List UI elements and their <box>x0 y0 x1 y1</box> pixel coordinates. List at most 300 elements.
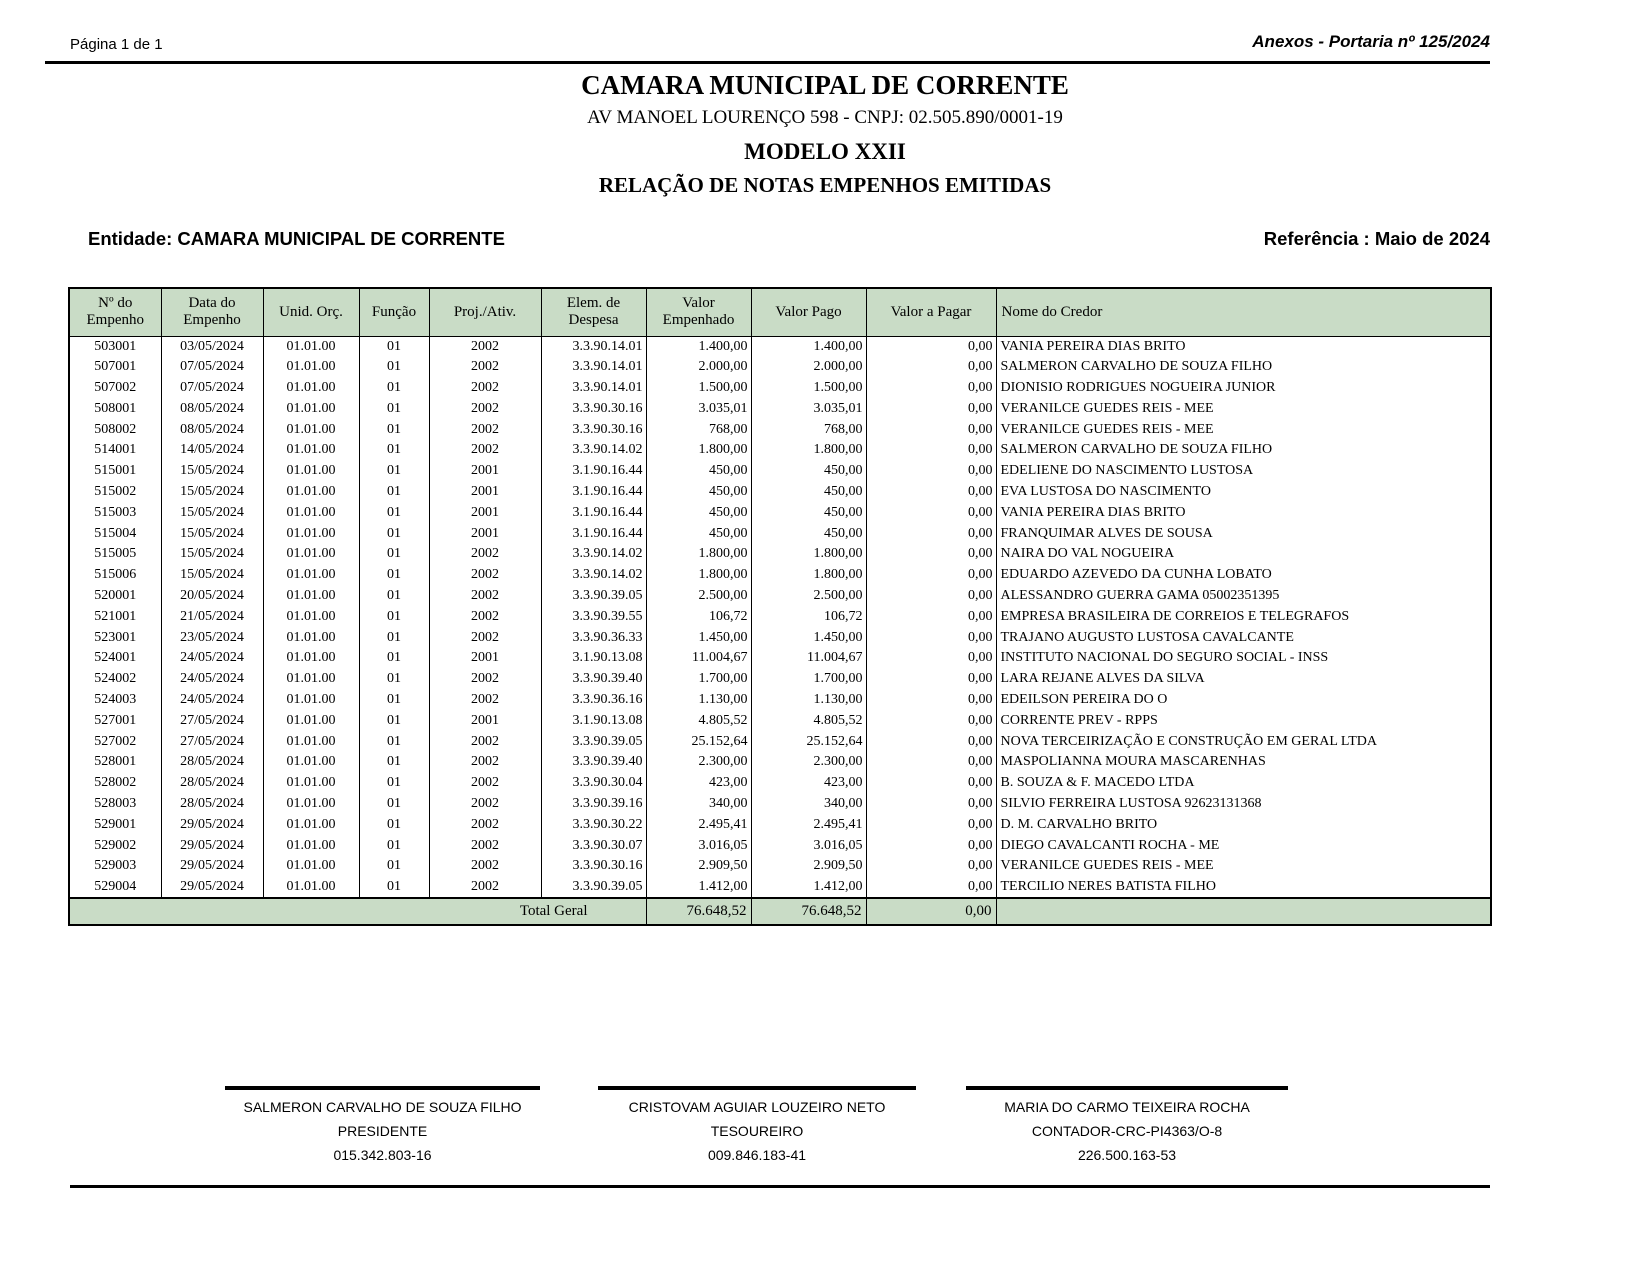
cell: TERCILIO NERES BATISTA FILHO <box>996 877 1491 898</box>
cell: 2002 <box>429 835 541 856</box>
cell: 507001 <box>69 357 161 378</box>
cell: 28/05/2024 <box>161 773 263 794</box>
cell: 01.01.00 <box>263 586 359 607</box>
cell: 3.3.90.30.22 <box>541 814 646 835</box>
cell: 3.1.90.13.08 <box>541 648 646 669</box>
cell: ALESSANDRO GUERRA GAMA 05002351395 <box>996 586 1491 607</box>
cell: 2002 <box>429 794 541 815</box>
cell: 450,00 <box>751 502 866 523</box>
cell: D. M. CARVALHO BRITO <box>996 814 1491 835</box>
cell: VERANILCE GUEDES REIS - MEE <box>996 419 1491 440</box>
cell: 01 <box>359 419 429 440</box>
cell: 01 <box>359 502 429 523</box>
cell: 2002 <box>429 669 541 690</box>
cell: 01 <box>359 710 429 731</box>
cell: 524001 <box>69 648 161 669</box>
cell: 01.01.00 <box>263 877 359 898</box>
table-row <box>69 502 1491 523</box>
cell: TRAJANO AUGUSTO LUSTOSA CAVALCANTE <box>996 627 1491 648</box>
cell: 0,00 <box>866 523 996 544</box>
cell: 01 <box>359 336 429 357</box>
cell: 529004 <box>69 877 161 898</box>
cell: 0,00 <box>866 627 996 648</box>
cell: 1.500,00 <box>646 378 751 399</box>
cell: 0,00 <box>866 856 996 877</box>
cell: DIONISIO RODRIGUES NOGUEIRA JUNIOR <box>996 378 1491 399</box>
cell: 0,00 <box>866 669 996 690</box>
cell: 2002 <box>429 814 541 835</box>
cell: 3.016,05 <box>646 835 751 856</box>
cell: 106,72 <box>751 606 866 627</box>
cell: 21/05/2024 <box>161 606 263 627</box>
cell: EMPRESA BRASILEIRA DE CORREIOS E TELEGRAFOS <box>996 606 1491 627</box>
cell: 3.3.90.39.05 <box>541 731 646 752</box>
cell: 01 <box>359 794 429 815</box>
cell: 523001 <box>69 627 161 648</box>
cell: B. SOUZA & F. MACEDO LTDA <box>996 773 1491 794</box>
cell: 01.01.00 <box>263 835 359 856</box>
table-row <box>69 710 1491 731</box>
signer-name: SALMERON CARVALHO DE SOUZA FILHO <box>243 1099 522 1115</box>
cell: 27/05/2024 <box>161 710 263 731</box>
cell: 28/05/2024 <box>161 752 263 773</box>
reference-period: Referência : Maio de 2024 <box>1263 228 1490 249</box>
cell: 3.3.90.39.16 <box>541 794 646 815</box>
cell: INSTITUTO NACIONAL DO SEGURO SOCIAL - INSS <box>996 648 1491 669</box>
cell: 2.500,00 <box>751 586 866 607</box>
cell: 2001 <box>429 648 541 669</box>
cell: 01 <box>359 752 429 773</box>
cell: 0,00 <box>866 710 996 731</box>
cell: 450,00 <box>751 482 866 503</box>
cell: DIEGO CAVALCANTI ROCHA - ME <box>996 835 1491 856</box>
cell: 15/05/2024 <box>161 461 263 482</box>
cell: 29/05/2024 <box>161 856 263 877</box>
cell: 423,00 <box>751 773 866 794</box>
signer-name: MARIA DO CARMO TEIXEIRA ROCHA <box>1004 1099 1250 1115</box>
cell: 01.01.00 <box>263 398 359 419</box>
cell: 2.495,41 <box>751 814 866 835</box>
cell: 1.450,00 <box>751 627 866 648</box>
cell: SALMERON CARVALHO DE SOUZA FILHO <box>996 440 1491 461</box>
cell: 01 <box>359 690 429 711</box>
cell: 2002 <box>429 627 541 648</box>
table-row <box>69 877 1491 898</box>
cell: 0,00 <box>866 482 996 503</box>
cell: 01.01.00 <box>263 419 359 440</box>
table-row <box>69 586 1491 607</box>
col-header-numero-empenho: Nº do Empenho <box>69 288 161 336</box>
cell: 521001 <box>69 606 161 627</box>
cell: EDUARDO AZEVEDO DA CUNHA LOBATO <box>996 565 1491 586</box>
total-credor-empty <box>996 898 1491 925</box>
cell: 450,00 <box>751 523 866 544</box>
col-header-valor-empenhado: Valor Empenhado <box>646 288 751 336</box>
organization-title: CAMARA MUNICIPAL DE CORRENTE <box>581 70 1069 100</box>
signer-document: 226.500.163-53 <box>1077 1147 1177 1164</box>
signature-line <box>598 1086 916 1090</box>
signature-line <box>225 1086 540 1090</box>
cell: 0,00 <box>866 606 996 627</box>
cell: 01.01.00 <box>263 461 359 482</box>
cell: 3.3.90.39.40 <box>541 752 646 773</box>
cell: LARA REJANE ALVES DA SILVA <box>996 669 1491 690</box>
cell: 2002 <box>429 336 541 357</box>
cell: 4.805,52 <box>751 710 866 731</box>
cell: 0,00 <box>866 398 996 419</box>
total-label: Total Geral <box>69 898 646 925</box>
cell: 528001 <box>69 752 161 773</box>
cell: 01 <box>359 523 429 544</box>
cell: 450,00 <box>751 461 866 482</box>
table-row <box>69 378 1491 399</box>
table-row <box>69 627 1491 648</box>
cell: 0,00 <box>866 773 996 794</box>
cell: 2002 <box>429 773 541 794</box>
cell: 423,00 <box>646 773 751 794</box>
cell: 01.01.00 <box>263 357 359 378</box>
cell: 01.01.00 <box>263 440 359 461</box>
cell: 3.3.90.39.05 <box>541 586 646 607</box>
cell: 3.3.90.30.04 <box>541 773 646 794</box>
cell: 450,00 <box>646 482 751 503</box>
signature-president <box>225 1086 540 1171</box>
cell: 527001 <box>69 710 161 731</box>
cell: 1.412,00 <box>751 877 866 898</box>
table-row <box>69 461 1491 482</box>
cell: 3.1.90.16.44 <box>541 502 646 523</box>
cell: 01.01.00 <box>263 710 359 731</box>
cell: FRANQUIMAR ALVES DE SOUSA <box>996 523 1491 544</box>
signer-role: TESOUREIRO <box>710 1123 804 1140</box>
total-row <box>69 898 1491 925</box>
cell: 01 <box>359 648 429 669</box>
cell: 514001 <box>69 440 161 461</box>
cell: 29/05/2024 <box>161 835 263 856</box>
cell: 01 <box>359 627 429 648</box>
cell: SALMERON CARVALHO DE SOUZA FILHO <box>996 357 1491 378</box>
cell: 1.800,00 <box>751 544 866 565</box>
cell: 3.1.90.13.08 <box>541 710 646 731</box>
cell: 01 <box>359 461 429 482</box>
cell: 2002 <box>429 856 541 877</box>
cell: 2.909,50 <box>646 856 751 877</box>
signature-line <box>966 1086 1288 1090</box>
cell: 2.909,50 <box>751 856 866 877</box>
cell: 520001 <box>69 586 161 607</box>
cell: 528003 <box>69 794 161 815</box>
cell: 1.400,00 <box>646 336 751 357</box>
cell: 1.450,00 <box>646 627 751 648</box>
cell: 01.01.00 <box>263 648 359 669</box>
cell: 3.3.90.39.40 <box>541 669 646 690</box>
cell: 07/05/2024 <box>161 378 263 399</box>
cell: NAIRA DO VAL NOGUEIRA <box>996 544 1491 565</box>
cell: 2001 <box>429 461 541 482</box>
cell: 2001 <box>429 523 541 544</box>
cell: 106,72 <box>646 606 751 627</box>
signature-area <box>0 1086 1650 1176</box>
cell: 01.01.00 <box>263 627 359 648</box>
cell: 3.016,05 <box>751 835 866 856</box>
cell: 15/05/2024 <box>161 502 263 523</box>
cell: 1.800,00 <box>646 544 751 565</box>
total-valor-a-pagar: 0,00 <box>866 898 996 925</box>
table-row <box>69 440 1491 461</box>
cell: 01 <box>359 586 429 607</box>
cell: 3.035,01 <box>751 398 866 419</box>
table-footer <box>69 898 1491 925</box>
cell: 14/05/2024 <box>161 440 263 461</box>
cell: 07/05/2024 <box>161 357 263 378</box>
cell: 15/05/2024 <box>161 482 263 503</box>
cell: 503001 <box>69 336 161 357</box>
cell: 2002 <box>429 752 541 773</box>
cell: 2002 <box>429 544 541 565</box>
cell: 25.152,64 <box>751 731 866 752</box>
annex-reference: Anexos - Portaria nº 125/2024 <box>1252 32 1490 51</box>
cell: 0,00 <box>866 378 996 399</box>
cell: 0,00 <box>866 357 996 378</box>
cell: 2.000,00 <box>751 357 866 378</box>
cell: 29/05/2024 <box>161 814 263 835</box>
cell: 3.3.90.30.16 <box>541 856 646 877</box>
cell: 2002 <box>429 419 541 440</box>
cell: 3.3.90.36.16 <box>541 690 646 711</box>
cell: VANIA PEREIRA DIAS BRITO <box>996 336 1491 357</box>
cell: 01 <box>359 731 429 752</box>
cell: EDEILSON PEREIRA DO O <box>996 690 1491 711</box>
cell: 24/05/2024 <box>161 690 263 711</box>
title-block <box>0 70 1650 198</box>
cell: MASPOLIANNA MOURA MASCARENHAS <box>996 752 1491 773</box>
cell: 01 <box>359 398 429 419</box>
table-row <box>69 794 1491 815</box>
signer-name: CRISTOVAM AGUIAR LOUZEIRO NETO <box>628 1099 886 1115</box>
signer-role: CONTADOR-CRC-PI4363/O-8 <box>1031 1123 1223 1140</box>
page-number: Página 1 de 1 <box>70 36 163 53</box>
table-row <box>69 565 1491 586</box>
signature-treasurer <box>598 1086 916 1171</box>
cell: 3.3.90.30.16 <box>541 419 646 440</box>
col-header-unid-orc: Unid. Orç. <box>263 288 359 336</box>
cell: 0,00 <box>866 440 996 461</box>
cell: 01 <box>359 856 429 877</box>
table-row <box>69 523 1491 544</box>
cell: 450,00 <box>646 523 751 544</box>
table-header-row <box>69 288 1491 336</box>
table-row <box>69 544 1491 565</box>
cell: 20/05/2024 <box>161 586 263 607</box>
cell: 527002 <box>69 731 161 752</box>
cell: 01.01.00 <box>263 773 359 794</box>
cell: 01 <box>359 378 429 399</box>
cell: 768,00 <box>646 419 751 440</box>
model-title: MODELO XXII <box>744 139 906 164</box>
signer-document: 015.342.803-16 <box>333 1147 432 1164</box>
cell: 3.3.90.39.55 <box>541 606 646 627</box>
cell: SILVIO FERREIRA LUSTOSA 92623131368 <box>996 794 1491 815</box>
footer-divider <box>70 1185 1490 1188</box>
cell: 24/05/2024 <box>161 648 263 669</box>
col-header-valor-pago: Valor Pago <box>751 288 866 336</box>
cell: 529003 <box>69 856 161 877</box>
cell: 01 <box>359 357 429 378</box>
cell: EDELIENE DO NASCIMENTO LUSTOSA <box>996 461 1491 482</box>
cell: 768,00 <box>751 419 866 440</box>
cell: 24/05/2024 <box>161 669 263 690</box>
cell: 1.130,00 <box>751 690 866 711</box>
cell: 450,00 <box>646 461 751 482</box>
cell: 01.01.00 <box>263 606 359 627</box>
cell: 515004 <box>69 523 161 544</box>
entity-name: Entidade: CAMARA MUNICIPAL DE CORRENTE <box>88 228 505 249</box>
cell: 01.01.00 <box>263 794 359 815</box>
cell: 01.01.00 <box>263 378 359 399</box>
cell: 3.035,01 <box>646 398 751 419</box>
cell: 1.800,00 <box>646 565 751 586</box>
cell: 2002 <box>429 565 541 586</box>
cell: 23/05/2024 <box>161 627 263 648</box>
cell: 3.3.90.30.16 <box>541 398 646 419</box>
cell: 3.3.90.14.02 <box>541 565 646 586</box>
cell: 01.01.00 <box>263 482 359 503</box>
cell: 0,00 <box>866 419 996 440</box>
cell: 3.1.90.16.44 <box>541 523 646 544</box>
cell: 08/05/2024 <box>161 419 263 440</box>
cell: 25.152,64 <box>646 731 751 752</box>
cell: 15/05/2024 <box>161 565 263 586</box>
cell: 515005 <box>69 544 161 565</box>
cell: 524002 <box>69 669 161 690</box>
cell: 2002 <box>429 877 541 898</box>
cell: 01 <box>359 835 429 856</box>
cell: 450,00 <box>646 502 751 523</box>
table-row <box>69 835 1491 856</box>
cell: 01 <box>359 606 429 627</box>
col-header-nome-credor: Nome do Credor <box>996 288 1491 336</box>
cell: 2.300,00 <box>751 752 866 773</box>
cell: 3.3.90.14.01 <box>541 357 646 378</box>
cell: 2001 <box>429 502 541 523</box>
cell: 0,00 <box>866 794 996 815</box>
cell: 515001 <box>69 461 161 482</box>
cell: 2002 <box>429 606 541 627</box>
table-row <box>69 419 1491 440</box>
cell: 01.01.00 <box>263 669 359 690</box>
cell: 08/05/2024 <box>161 398 263 419</box>
cell: 03/05/2024 <box>161 336 263 357</box>
cell: 1.700,00 <box>751 669 866 690</box>
cell: 11.004,67 <box>646 648 751 669</box>
table-row <box>69 814 1491 835</box>
cell: 01 <box>359 544 429 565</box>
cell: 01.01.00 <box>263 544 359 565</box>
table-header <box>69 288 1491 336</box>
cell: 507002 <box>69 378 161 399</box>
table-body <box>69 336 1491 898</box>
header-divider <box>45 61 1490 64</box>
cell: 3.3.90.39.05 <box>541 877 646 898</box>
cell: 3.1.90.16.44 <box>541 461 646 482</box>
cell: 0,00 <box>866 690 996 711</box>
cell: 2002 <box>429 586 541 607</box>
cell: 528002 <box>69 773 161 794</box>
table-row <box>69 773 1491 794</box>
cell: 3.3.90.30.07 <box>541 835 646 856</box>
cell: 340,00 <box>646 794 751 815</box>
empenhos-table <box>68 287 1492 926</box>
cell: 2.500,00 <box>646 586 751 607</box>
cell: 2001 <box>429 710 541 731</box>
cell: 0,00 <box>866 336 996 357</box>
cell: 01.01.00 <box>263 690 359 711</box>
table-row <box>69 669 1491 690</box>
cell: 01 <box>359 565 429 586</box>
cell: 3.3.90.14.02 <box>541 440 646 461</box>
cell: 2002 <box>429 378 541 399</box>
cell: 2002 <box>429 690 541 711</box>
cell: 01.01.00 <box>263 752 359 773</box>
total-valor-empenhado: 76.648,52 <box>646 898 751 925</box>
cell: 28/05/2024 <box>161 794 263 815</box>
cell: 01.01.00 <box>263 336 359 357</box>
cell: 1.130,00 <box>646 690 751 711</box>
table-row <box>69 648 1491 669</box>
col-header-valor-a-pagar: Valor a Pagar <box>866 288 996 336</box>
cell: 529002 <box>69 835 161 856</box>
cell: 0,00 <box>866 648 996 669</box>
signature-accountant <box>966 1086 1288 1171</box>
cell: VERANILCE GUEDES REIS - MEE <box>996 398 1491 419</box>
cell: 01 <box>359 773 429 794</box>
table-row <box>69 336 1491 357</box>
signer-role: PRESIDENTE <box>337 1123 428 1140</box>
cell: 1.500,00 <box>751 378 866 399</box>
cell: 4.805,52 <box>646 710 751 731</box>
cell: 1.800,00 <box>646 440 751 461</box>
table-row <box>69 856 1491 877</box>
col-header-data-empenho: Data do Empenho <box>161 288 263 336</box>
cell: 11.004,67 <box>751 648 866 669</box>
report-title: RELAÇÃO DE NOTAS EMPENHOS EMITIDAS <box>598 173 1052 197</box>
cell: 515006 <box>69 565 161 586</box>
cell: 01 <box>359 669 429 690</box>
cell: 2002 <box>429 357 541 378</box>
cell: 0,00 <box>866 502 996 523</box>
cell: 0,00 <box>866 731 996 752</box>
cell: 01.01.00 <box>263 814 359 835</box>
cell: 3.3.90.14.01 <box>541 336 646 357</box>
cell: 0,00 <box>866 565 996 586</box>
cell: 01.01.00 <box>263 523 359 544</box>
cell: 508002 <box>69 419 161 440</box>
cell: 1.412,00 <box>646 877 751 898</box>
cell: 2.495,41 <box>646 814 751 835</box>
cell: 2002 <box>429 398 541 419</box>
cell: 515002 <box>69 482 161 503</box>
cell: 2.000,00 <box>646 357 751 378</box>
cell: 01 <box>359 440 429 461</box>
total-valor-pago: 76.648,52 <box>751 898 866 925</box>
table-row <box>69 606 1491 627</box>
cell: 01.01.00 <box>263 856 359 877</box>
cell: 1.800,00 <box>751 565 866 586</box>
cell: 508001 <box>69 398 161 419</box>
signer-document: 009.846.183-41 <box>707 1147 807 1164</box>
col-header-elem-despesa: Elem. de Despesa <box>541 288 646 336</box>
cell: VANIA PEREIRA DIAS BRITO <box>996 502 1491 523</box>
